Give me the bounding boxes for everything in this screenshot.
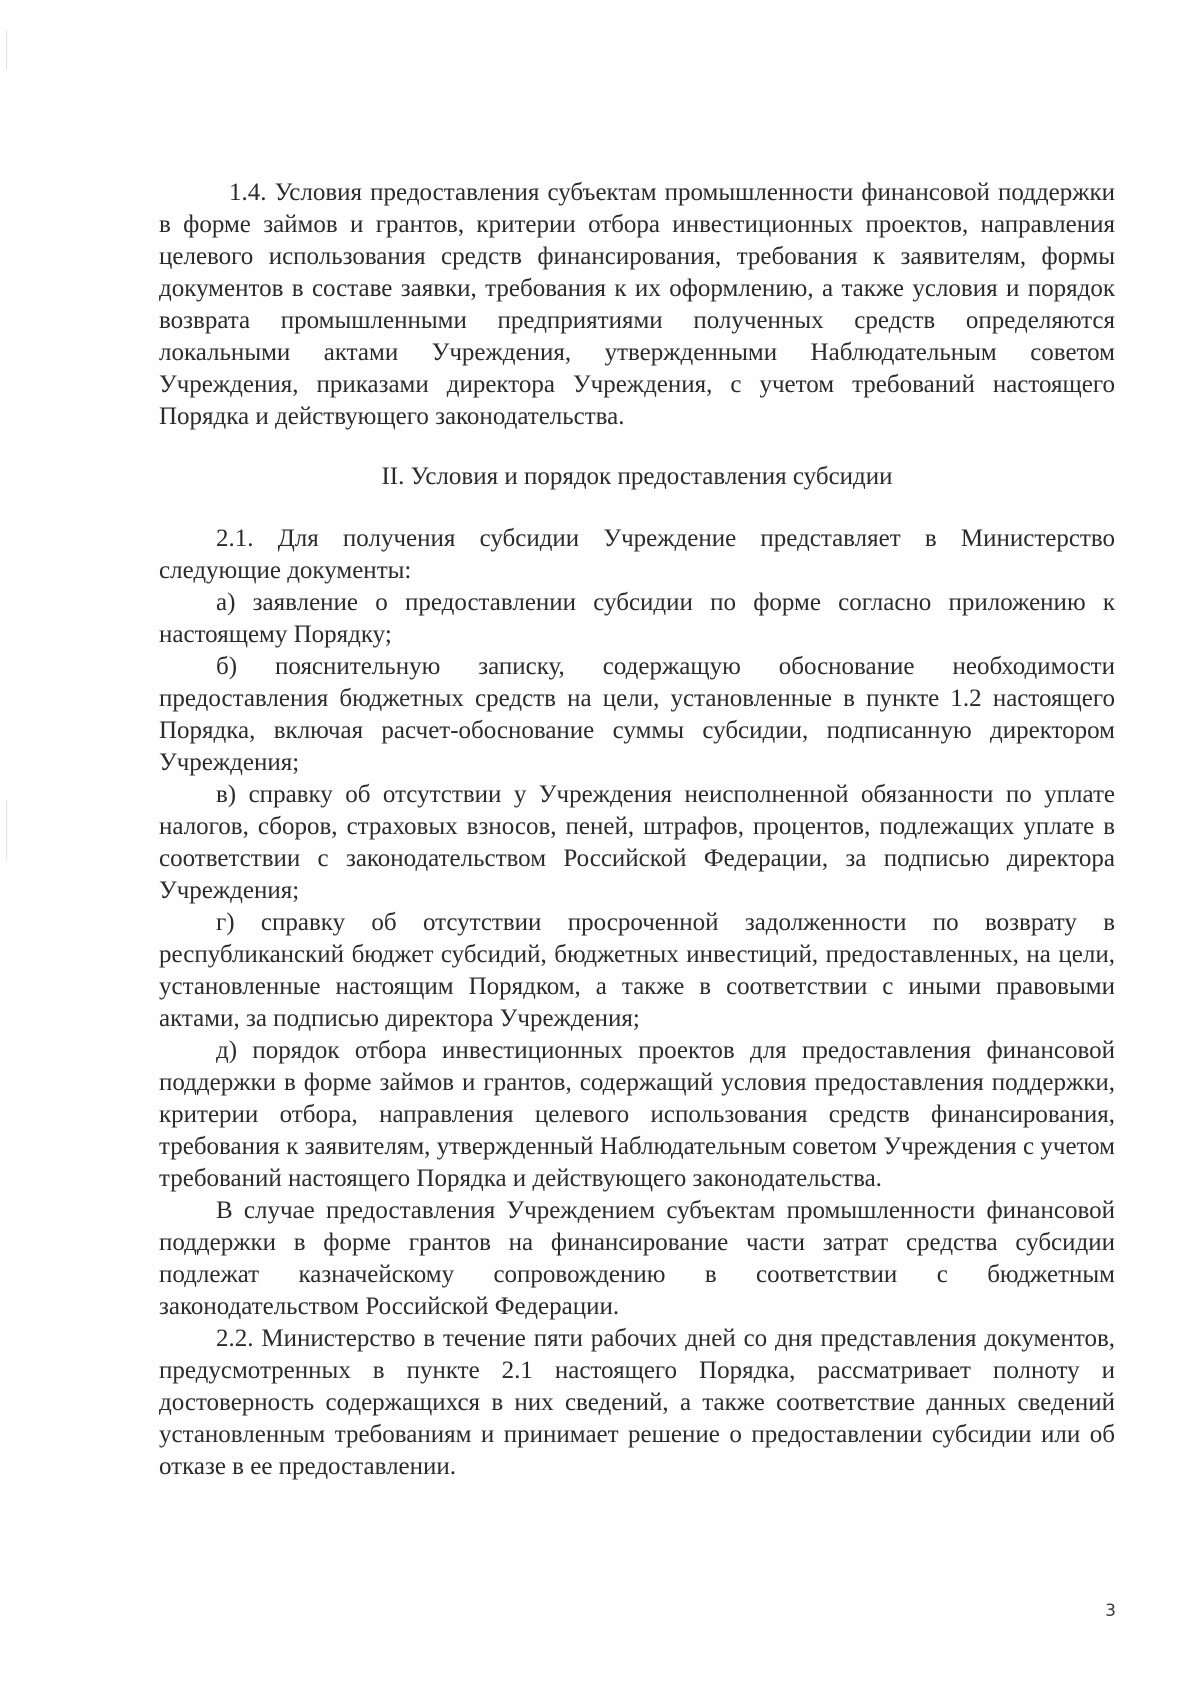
scan-edge-mark: [6, 800, 7, 860]
clause-2-2: 2.2. Министерство в течение пяти рабочих дней со дня представления документов, предусмотренных в пункте 2.1 настоящего Порядка, рассматривает полноту и достоверность содержащихся в них сведений, а также соответствие данных сведений установленным требованиям и принимает решение о предоставлении субсидии или об отказе в ее предоставлении.: [159, 1325, 1115, 1480]
clause-2-1: 2.1. Для получения субсидии Учреждение представляет в Министерство следующие документы:: [159, 525, 1115, 584]
page-number: 3: [1105, 1601, 1116, 1621]
grants-paragraph: В случае предоставления Учреждением субъектам промышленности финансовой поддержки в форме грантов на финансирование части затрат средства субсидии подлежат казначейскому сопровождению в соответствии с бюджетным законодательством Российской Федерации.: [159, 1197, 1115, 1320]
list-item-d: д) порядок отбора инвестиционных проектов для предоставления финансовой поддержки в форме займов и грантов, содержащий условия предоставления поддержки, критерии отбора, направления целевого использования средств финансирования, требования к заявителям, утвержденный Наблюдательным советом Учреждения с учетом требований настоящего Порядка и действующего законодательства.: [159, 1037, 1115, 1192]
list-item-b: б) пояснительную записку, содержащую обоснование необходимости предоставления бюджетных средств на цели, установленные в пункте 1.2 настоящего Порядка, включая расчет-обоснование суммы субсидии, подписанную директором Учреждения;: [159, 653, 1115, 776]
list-item-a: а) заявление о предоставлении субсидии по форме согласно приложению к настоящему Порядку;: [159, 589, 1115, 648]
list-item-v: в) справку об отсутствии у Учреждения неисполненной обязанности по уплате налогов, сборов, страховых взносов, пеней, штрафов, процентов, подлежащих уплате в соответствии с законодательством Российской Федерации, за подписью директора Учреждения;: [159, 781, 1115, 904]
clause-1-4: 1.4. Условия предоставления субъектам промышленности финансовой поддержки в форме займов и грантов, критерии отбора инвестиционных проектов, направления целевого использования средств финансирования, требования к заявителям, формы документов в составе заявки, требования к их оформлению, а также условия и порядок возврата промышленными предприятиями полученных средств определяются локальными актами Учреждения, утвержденными Наблюдательным советом Учреждения, приказами директора Учреждения, с учетом требований настоящего Порядка и действующего законодательства.: [159, 179, 1115, 430]
section-2-heading: II. Условия и порядок предоставления субсидии: [381, 463, 893, 490]
scan-edge-mark: [6, 30, 7, 70]
document-body: [159, 177, 1115, 1483]
list-item-g: г) справку об отсутствии просроченной задолженности по возврату в республиканский бюджет субсидий, бюджетных инвестиций, предоставленных, на цели, установленные настоящим Порядком, а также в соответствии с иными правовыми актами, за подписью директора Учреждения;: [159, 909, 1115, 1032]
